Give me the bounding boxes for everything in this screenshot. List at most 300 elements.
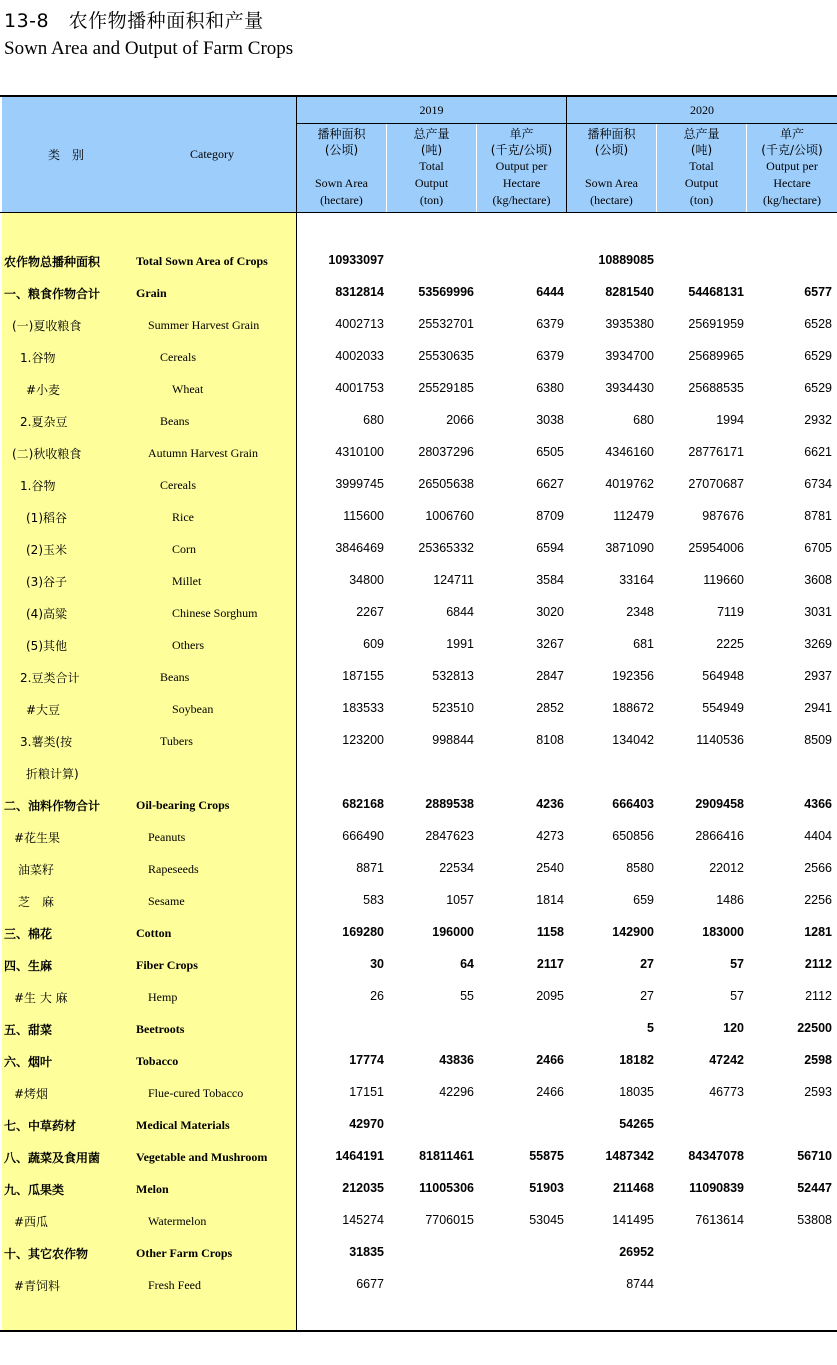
value-cell: 57 — [730, 957, 744, 971]
value-cell: 196000 — [432, 925, 474, 939]
value-cell: 3935380 — [605, 317, 654, 331]
value-cell: 81811461 — [419, 1149, 474, 1163]
column-header-chinese-line: (公顷) — [594, 143, 629, 157]
value-cell: 169280 — [342, 925, 384, 939]
value-cell: 6705 — [804, 541, 832, 555]
header-bottom-line — [0, 212, 837, 213]
category-header-cell — [2, 97, 296, 212]
value-cell: 2909458 — [695, 797, 744, 811]
column-header-chinese-line: (公顷) — [324, 143, 359, 157]
value-cell: 26 — [370, 989, 384, 1003]
value-cell: 532813 — [432, 669, 474, 683]
value-cell: 8312814 — [335, 285, 384, 299]
value-cell: 22500 — [797, 1021, 832, 1035]
value-cell: 53808 — [797, 1213, 832, 1227]
value-cell: 27 — [640, 989, 654, 1003]
row-label-chinese: 2.豆类合计 — [20, 671, 80, 685]
value-cell: 55 — [460, 989, 474, 1003]
value-cell: 3038 — [536, 413, 564, 427]
value-cell: 188672 — [612, 701, 654, 715]
value-cell: 3267 — [536, 637, 564, 651]
value-cell: 28037296 — [418, 445, 474, 459]
column-header-english-line: Hectare — [502, 176, 541, 190]
value-cell: 659 — [633, 893, 654, 907]
value-cell: 52447 — [797, 1181, 832, 1195]
row-label-chinese: #小麦 — [26, 383, 61, 397]
value-cell: 3269 — [804, 637, 832, 651]
row-label-chinese: 三、棉花 — [4, 927, 53, 941]
table-row — [0, 313, 837, 337]
column-header-2020-1 — [567, 124, 656, 212]
value-cell: 42970 — [349, 1117, 384, 1131]
table-row — [0, 761, 837, 785]
column-header-english — [747, 158, 837, 209]
value-cell: 4404 — [804, 829, 832, 843]
column-separator — [656, 124, 657, 212]
value-cell: 6379 — [536, 349, 564, 363]
value-cell: 17151 — [349, 1085, 384, 1099]
value-cell: 22534 — [439, 861, 474, 875]
value-cell: 142900 — [612, 925, 654, 939]
table-row — [0, 345, 837, 369]
value-cell: 2889538 — [425, 797, 474, 811]
row-label-english: Corn — [172, 542, 196, 556]
table-row — [0, 697, 837, 721]
value-cell: 43836 — [439, 1053, 474, 1067]
row-label-chinese: 七、中草药材 — [4, 1119, 77, 1133]
value-cell: 1994 — [716, 413, 744, 427]
column-header-english-line: Sown Area — [585, 176, 638, 190]
value-cell: 6379 — [536, 317, 564, 331]
row-label-chinese: 九、瓜果类 — [4, 1183, 65, 1197]
value-cell: 6844 — [446, 605, 474, 619]
table-row — [0, 857, 837, 881]
row-label-chinese: #花生果 — [14, 831, 61, 845]
table-row — [0, 569, 837, 593]
value-cell: 3020 — [536, 605, 564, 619]
table-row — [0, 505, 837, 529]
value-cell: 31835 — [349, 1245, 384, 1259]
value-cell: 682168 — [342, 797, 384, 811]
column-header-chinese — [387, 126, 476, 158]
value-cell: 27 — [640, 957, 654, 971]
value-cell: 8781 — [804, 509, 832, 523]
table-row — [0, 825, 837, 849]
value-cell: 6734 — [804, 477, 832, 491]
column-header-chinese — [297, 126, 386, 158]
value-cell: 2466 — [536, 1085, 564, 1099]
column-header-chinese-line: 播种面积 — [587, 127, 636, 141]
table-row — [0, 249, 837, 273]
table-title-english: Sown Area and Output of Farm Crops — [4, 38, 294, 59]
value-cell: 11090839 — [689, 1181, 744, 1195]
row-label-chinese: 农作物总播种面积 — [4, 255, 101, 269]
value-cell: 53045 — [529, 1213, 564, 1227]
row-label-chinese: 2.夏杂豆 — [20, 415, 68, 429]
value-cell: 6380 — [536, 381, 564, 395]
value-cell: 11005306 — [419, 1181, 474, 1195]
value-cell: 6594 — [536, 541, 564, 555]
value-cell: 7119 — [717, 605, 744, 619]
top-border — [0, 95, 837, 97]
value-cell: 2466 — [536, 1053, 564, 1067]
value-cell: 134042 — [612, 733, 654, 747]
column-header-english-line: Output — [414, 176, 449, 190]
value-cell: 681 — [633, 637, 654, 651]
value-cell: 123200 — [342, 733, 384, 747]
value-cell: 3999745 — [335, 477, 384, 491]
table-row — [0, 953, 837, 977]
value-cell: 115600 — [343, 509, 384, 523]
value-cell: 6577 — [804, 285, 832, 299]
value-cell: 25532701 — [418, 317, 474, 331]
table-row — [0, 441, 837, 465]
value-cell: 2112 — [805, 989, 832, 1003]
row-label-english: Soybean — [172, 702, 214, 716]
row-label-english: Hemp — [148, 990, 178, 1004]
value-cell: 2941 — [804, 701, 832, 715]
row-label-chinese: #生 大 麻 — [14, 991, 68, 1005]
value-cell: 650856 — [612, 829, 654, 843]
value-cell: 1991 — [446, 637, 474, 651]
row-label-chinese: 八、蔬菜及食用菌 — [4, 1151, 101, 1165]
value-cell: 124711 — [433, 573, 474, 587]
value-cell: 3031 — [804, 605, 832, 619]
row-label-english: Millet — [172, 574, 202, 588]
row-label-english: Cotton — [136, 926, 172, 940]
value-cell: 1057 — [446, 893, 474, 907]
value-cell: 3608 — [804, 573, 832, 587]
table-row — [0, 1241, 837, 1265]
table-row — [0, 633, 837, 657]
row-label-chinese: (5)其他 — [26, 639, 67, 653]
value-cell: 2847 — [536, 669, 564, 683]
category-header-english: Category — [190, 147, 234, 161]
row-label-english: Beans — [160, 670, 190, 684]
row-label-english: Chinese Sorghum — [172, 606, 258, 620]
row-label-chinese: #烤烟 — [14, 1087, 49, 1101]
value-cell: 2932 — [804, 413, 832, 427]
value-cell: 18035 — [619, 1085, 654, 1099]
value-cell: 25529185 — [418, 381, 474, 395]
column-header-chinese-line: 单产 — [779, 127, 804, 141]
year-divider-vline — [566, 97, 567, 212]
column-header-english — [477, 158, 566, 209]
row-label-english: Beans — [160, 414, 190, 428]
value-cell: 26505638 — [418, 477, 474, 491]
row-label-english: Tobacco — [136, 1054, 179, 1068]
value-cell: 1487342 — [605, 1149, 654, 1163]
column-header-chinese — [477, 126, 566, 158]
value-cell: 6621 — [804, 445, 832, 459]
row-label-chinese: 油菜籽 — [18, 863, 55, 877]
row-label-english: Wheat — [172, 382, 204, 396]
value-cell: 2117 — [536, 957, 564, 971]
value-cell: 680 — [363, 413, 384, 427]
value-cell: 1281 — [804, 925, 832, 939]
column-header-chinese-line: (吨) — [690, 143, 713, 157]
column-header-chinese-line: (吨) — [420, 143, 443, 157]
row-label-english: Summer Harvest Grain — [148, 318, 260, 332]
value-cell: 54265 — [619, 1117, 654, 1131]
row-label-english: Vegetable and Mushroom — [136, 1150, 268, 1164]
value-cell: 8709 — [536, 509, 564, 523]
value-cell: 8580 — [626, 861, 654, 875]
value-cell: 55875 — [529, 1149, 564, 1163]
column-header-english-line: (kg/hectare) — [763, 193, 821, 207]
row-label-english: Cereals — [160, 478, 196, 492]
row-label-chinese: #西瓜 — [14, 1215, 49, 1229]
row-label-chinese: 四、生麻 — [4, 959, 53, 973]
column-header-english — [387, 158, 476, 209]
value-cell: 26952 — [619, 1245, 654, 1259]
column-separator — [746, 124, 747, 212]
value-cell: 666403 — [612, 797, 654, 811]
value-cell: 28776171 — [688, 445, 744, 459]
value-cell: 6627 — [536, 477, 564, 491]
value-cell: 5 — [647, 1021, 654, 1035]
row-label-english: Grain — [136, 286, 167, 300]
table-row — [0, 281, 837, 305]
value-cell: 8509 — [804, 733, 832, 747]
value-cell: 30 — [370, 957, 384, 971]
column-header-chinese-line: 总产量 — [683, 127, 720, 141]
row-label-english: Melon — [136, 1182, 169, 1196]
value-cell: 25365332 — [418, 541, 474, 555]
value-cell: 4019762 — [605, 477, 654, 491]
value-cell: 6677 — [356, 1277, 384, 1291]
value-cell: 564948 — [702, 669, 744, 683]
value-cell: 192356 — [612, 669, 654, 683]
column-header-chinese-line: (千克/公顷) — [490, 143, 553, 157]
value-cell: 6444 — [536, 285, 564, 299]
value-cell: 4366 — [804, 797, 832, 811]
value-cell: 33164 — [619, 573, 654, 587]
row-label-english: Beetroots — [136, 1022, 185, 1036]
table-row — [0, 793, 837, 817]
table-row — [0, 377, 837, 401]
value-cell: 609 — [363, 637, 384, 651]
value-cell: 2095 — [536, 989, 564, 1003]
value-cell: 2866416 — [695, 829, 744, 843]
column-header-english-line: Total — [689, 159, 714, 173]
value-cell: 25954006 — [688, 541, 744, 555]
row-label-english: Others — [172, 638, 204, 652]
column-header-english — [567, 175, 656, 209]
value-cell: 120 — [723, 1021, 744, 1035]
value-cell: 998844 — [432, 733, 474, 747]
column-header-english-line: Output per — [766, 159, 818, 173]
value-cell: 25691959 — [688, 317, 744, 331]
value-cell: 4273 — [536, 829, 564, 843]
value-cell: 54468131 — [688, 285, 744, 299]
column-header-2019-2 — [387, 124, 476, 212]
column-header-english-line: Output — [684, 176, 719, 190]
table-row — [0, 1145, 837, 1169]
table-row — [0, 1113, 837, 1137]
row-label-chinese: #青饲料 — [14, 1279, 61, 1293]
value-cell: 119660 — [703, 573, 744, 587]
column-header-english-line: Sown Area — [315, 176, 368, 190]
column-header-chinese — [747, 126, 837, 158]
row-label-chinese: 六、烟叶 — [4, 1055, 53, 1069]
value-cell: 2598 — [804, 1053, 832, 1067]
column-header-english-line: (ton) — [419, 193, 444, 207]
value-cell: 8108 — [536, 733, 564, 747]
row-label-english: Fresh Feed — [148, 1278, 201, 1292]
value-cell: 2225 — [716, 637, 744, 651]
column-header-2019-1 — [297, 124, 386, 212]
column-header-chinese — [657, 126, 746, 158]
value-cell: 3584 — [536, 573, 564, 587]
column-header-english-line: (hectare) — [320, 193, 363, 207]
value-cell: 53569996 — [418, 285, 474, 299]
value-cell: 8871 — [356, 861, 384, 875]
value-cell: 22012 — [709, 861, 744, 875]
value-cell: 2267 — [356, 605, 384, 619]
table-row — [0, 1081, 837, 1105]
value-cell: 25530635 — [418, 349, 474, 363]
column-header-2020-3 — [747, 124, 837, 212]
value-cell: 6529 — [804, 349, 832, 363]
value-cell: 2937 — [804, 669, 832, 683]
value-cell: 25688535 — [688, 381, 744, 395]
row-label-chinese: (二)秋收粮食 — [12, 447, 82, 461]
value-cell: 8744 — [626, 1277, 654, 1291]
row-label-chinese: 二、油料作物合计 — [4, 799, 101, 813]
row-label-chinese: (一)夏收粮食 — [12, 319, 82, 333]
year-header-2019: 2019 — [297, 97, 566, 124]
table-row — [0, 537, 837, 561]
value-cell: 6505 — [536, 445, 564, 459]
value-cell: 666490 — [342, 829, 384, 843]
value-cell: 4002033 — [335, 349, 384, 363]
value-cell: 64 — [460, 957, 474, 971]
value-cell: 56710 — [797, 1149, 832, 1163]
value-cell: 1464191 — [335, 1149, 384, 1163]
row-label-english: Oil-bearing Crops — [136, 798, 230, 812]
column-header-chinese-line: 单产 — [509, 127, 534, 141]
table-row — [0, 1177, 837, 1201]
value-cell: 211468 — [612, 1181, 654, 1195]
year-header-2020: 2020 — [567, 97, 837, 124]
value-cell: 7706015 — [425, 1213, 474, 1227]
table-row — [0, 921, 837, 945]
row-label-chinese: (2)玉米 — [26, 543, 67, 557]
value-cell: 6529 — [804, 381, 832, 395]
value-cell: 6528 — [804, 317, 832, 331]
row-label-english: Flue-cured Tobacco — [148, 1086, 244, 1100]
value-cell: 2348 — [626, 605, 654, 619]
row-label-english: Medical Materials — [136, 1118, 230, 1132]
value-cell: 2540 — [536, 861, 564, 875]
row-label-english: Rice — [172, 510, 194, 524]
table-row — [0, 729, 837, 753]
column-header-english-line: Hectare — [773, 176, 811, 190]
value-cell: 10889085 — [598, 253, 654, 267]
value-cell: 554949 — [702, 701, 744, 715]
value-cell: 141495 — [612, 1213, 654, 1227]
table-row — [0, 665, 837, 689]
column-header-2019-3 — [477, 124, 566, 212]
value-cell: 2852 — [536, 701, 564, 715]
row-label-english: Cereals — [160, 350, 196, 364]
value-cell: 2847623 — [425, 829, 474, 843]
value-cell: 187155 — [342, 669, 384, 683]
table-row — [0, 889, 837, 913]
row-label-english: Autumn Harvest Grain — [148, 446, 258, 460]
table-row — [0, 601, 837, 625]
value-cell: 46773 — [709, 1085, 744, 1099]
value-cell: 34800 — [349, 573, 384, 587]
value-cell: 10933097 — [328, 253, 384, 267]
value-cell: 7613614 — [695, 1213, 744, 1227]
value-cell: 112479 — [613, 509, 654, 523]
column-header-english-line: Output per — [495, 159, 548, 173]
value-cell: 583 — [363, 893, 384, 907]
value-cell: 57 — [730, 989, 744, 1003]
row-label-english: Tubers — [160, 734, 193, 748]
row-label-chinese: (4)高粱 — [26, 607, 67, 621]
row-label-chinese: 一、粮食作物合计 — [4, 287, 101, 301]
column-header-english — [657, 158, 746, 209]
value-cell: 4002713 — [335, 317, 384, 331]
table-row — [0, 985, 837, 1009]
value-cell: 987676 — [702, 509, 744, 523]
value-cell: 3934700 — [605, 349, 654, 363]
value-cell: 51903 — [529, 1181, 564, 1195]
table-row — [0, 1017, 837, 1041]
value-cell: 1158 — [536, 925, 564, 939]
value-cell: 523510 — [432, 701, 474, 715]
value-cell: 145274 — [342, 1213, 384, 1227]
row-label-chinese: 1.谷物 — [20, 351, 56, 365]
row-label-english: Other Farm Crops — [136, 1246, 233, 1260]
column-header-english-line: (ton) — [689, 193, 714, 207]
value-cell: 17774 — [349, 1053, 384, 1067]
row-label-chinese: 折粮计算) — [26, 767, 79, 781]
value-cell: 2066 — [446, 413, 474, 427]
column-separator — [476, 124, 477, 212]
row-label-chinese: 3.薯类(按 — [20, 735, 73, 749]
value-cell: 1006760 — [425, 509, 474, 523]
row-label-english: Sesame — [148, 894, 185, 908]
table-title-chinese: 13-8 农作物播种面积和产量 — [4, 10, 264, 32]
value-cell: 183533 — [342, 701, 384, 715]
value-cell: 1140536 — [696, 733, 744, 747]
value-cell: 3871090 — [605, 541, 654, 555]
bottom-border — [0, 1330, 837, 1332]
row-label-chinese: #大豆 — [26, 703, 61, 717]
row-label-english: Peanuts — [148, 830, 186, 844]
value-cell: 183000 — [702, 925, 744, 939]
column-header-chinese-line: (千克/公顷) — [761, 143, 823, 157]
table-row — [0, 409, 837, 433]
table-row — [0, 1209, 837, 1233]
value-cell: 4236 — [536, 797, 564, 811]
table-row — [0, 1049, 837, 1073]
value-cell: 212035 — [342, 1181, 384, 1195]
value-cell: 2256 — [804, 893, 832, 907]
table-row — [0, 473, 837, 497]
value-cell: 42296 — [439, 1085, 474, 1099]
value-cell: 4310100 — [335, 445, 384, 459]
row-label-chinese: 五、甜菜 — [4, 1023, 53, 1037]
category-header-chinese: 类 别 — [48, 148, 85, 162]
value-cell: 4346160 — [605, 445, 654, 459]
value-cell: 1486 — [716, 893, 744, 907]
row-label-english: Total Sown Area of Crops — [136, 254, 268, 268]
